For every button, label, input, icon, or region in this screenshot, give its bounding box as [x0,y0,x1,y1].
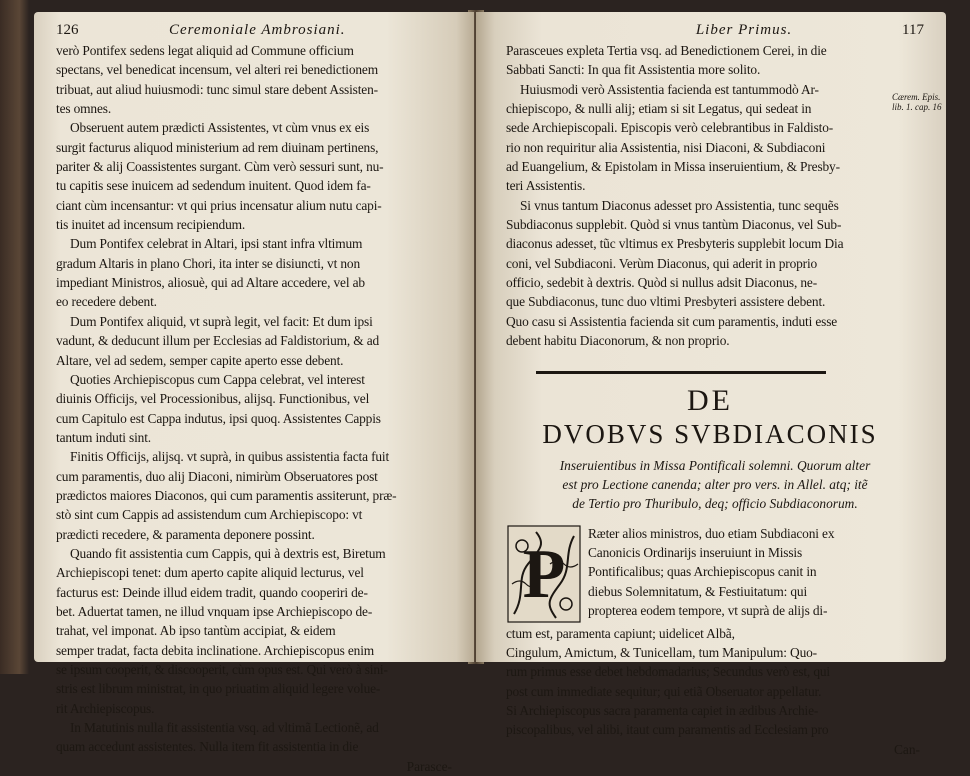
right-page [476,12,946,757]
text-line: diaconus adesset, tũc vltimus ex Presbyteris supplebit locum Dia [506,236,844,252]
text-line: Subdiaconus supplebit. Quòd si vnus tantùm Diaconus, vel Sub- [506,217,842,233]
text-line: Archiepiscopi tenet: dum aperto capite aliquid lecturus, vel [56,565,364,581]
initial-letter: P [522,535,566,613]
left-page-header [56,22,456,39]
text-line: Parasceues expleta Tertia vsq. ad Benedictionem Cerei, in die [506,43,827,58]
text-line: sede Archiepiscopali. Episcopis verò celebrantibus in Faldisto- [506,120,834,136]
left-body-text [56,41,456,757]
text-line: que Subdiaconus, tunc duo vltimi Presbyteri assistere debent. [506,294,826,310]
text-line: tribuat, aut aliud huiusmodi: tunc simul stare debent Assisten- [56,81,378,97]
text-line: Finitis Officijs, alijsq. vt suprà, in quibus assistentia facta fuit [70,449,390,465]
right-catchword: Can- [893,741,920,757]
text-line: post cum immediate sequitur; qui etiã Obseruator appellatur. [506,683,822,699]
text-line: tis inuitet ad incensum recipiendum. [56,217,246,233]
right-body-text [506,41,901,351]
text-line: Altare, vel ad sedem, semper capite aperto esse debent. [56,352,344,368]
text-line: Sabbati Sancti: In qua fit Assistentia more solito. [506,62,761,78]
text-line: facturus est: Deinde illud eidem tradit, quando cooperiri de- [56,584,368,600]
ornamental-initial [506,524,582,624]
text-line: Si vnus tantum Diaconus adesset pro Assistentia, tunc sequẽs [520,197,839,213]
text-line: ad Euangelium, & Epistolam in Missa inseruientium, & Presby- [506,159,840,175]
left-catchword: Parasce- [406,758,452,774]
text-line: rit Archiepiscopus. [56,700,155,716]
left-page [34,12,474,774]
right-folio: 117 [902,22,924,38]
text-line: trahat, vel imponat. Ab ipso tantùm accipiat, & eidem [56,623,336,639]
text-line: Canonicis Ordinarijs inseruiunt in Missis [588,545,803,561]
text-line: Huiusmodi verò Assistentia facienda est tantummodò Ar- [520,81,819,97]
text-line: est pro Lectione canenda; alter pro vers. in Allel. atq; itẽ [562,476,868,492]
text-line: Ræter alios ministros, duo etiam Subdiaconi ex [588,525,835,541]
text-line: Quo casu si Assistentia facienda sit cum paramentis, induti esse [506,313,838,329]
text-line: tantum induti sint. [56,429,151,445]
text-line: rum primus esse debet hebdomadarius; Secundus verò est, qui [506,664,830,680]
text-line: ciant cùm incensantur: vt qui prius incensatur alium nutu capi- [56,197,382,213]
text-line: surgit facturus aliquod ministerium ad rem diuinam pertinens, [56,139,379,155]
text-line: de Tertio pro Thuribulo, deq; officio Subdiaconorum. [572,496,858,512]
text-line: spectans, vel benedicat incensum, vel alteri rei benedictionem [56,62,378,78]
text-line: Si Archiepiscopus sacra paramenta capiet in ædibus Archie- [506,703,819,719]
text-line: tu capitis sese inuicem ad sedendum inuitent. Quod idem fa- [56,178,371,194]
text-line: coni, vel Subdiaconi. Verùm Diaconus, qui aderit in proprio [506,255,818,271]
text-line: diebus Solemnitatum, & Festiuitatum: qui [588,583,808,599]
text-line: vadunt, & deducunt illum per Ecclesias ad Faldistorium, & ad [56,333,380,349]
right-running-title: Liber Primus. [695,22,793,38]
margin-note: Cærem. Epis. lib. 1. cap. 16 [892,92,942,112]
body-text-continued [506,624,924,740]
section-rule [536,371,826,374]
text-line: impediant Ministros, aliosuè, qui ad Altare accedere, vel ab [56,275,365,291]
text-line: piscopalibus, vel alibi, itaut cum paramentis ad Ecclesiam pro [506,722,829,738]
text-line: semper tradat, facta debita inclinatione. Archiepiscopus enim [56,642,375,658]
right-page-header [506,22,924,39]
text-line: verò Pontifex sedens legat aliquid ad Commune officium [56,43,354,58]
text-line: quam accedunt assistentes. Nulla item fit assistentia in die [56,739,359,755]
text-line: Inseruientibus in Missa Pontificali solemni. Quorum alter [559,457,871,473]
text-line: cum paramentis, duo alij Diaconi, nimirùm Obseruatores post [56,468,378,484]
text-line: In Matutinis nulla fit assistentia vsq. ad vltimã Lectionẽ, ad [70,720,379,736]
text-line: officio, sedebit à dextris. Quòd si nullus adsit Diaconus, ne- [506,275,818,291]
text-line: Quando fit assistentia cum Cappis, qui à dextris est, Biretum [70,545,386,561]
text-line: Dum Pontifex aliquid, vt suprà legit, vel facit: Et dum ipsi [70,313,373,329]
left-folio: 126 [56,22,79,38]
drop-cap-paragraph [506,524,924,624]
text-line: Cingulum, Amictum, & Tunicellam, tum Manipulum: Quo- [506,645,817,661]
text-line: Dum Pontifex celebrat in Altari, ipsi stant infra vltimum [70,236,363,252]
text-line: cum Capitulo est Cappa indutus, ipsi quoq. Assistentes Cappis [56,410,381,426]
text-line: rio non requiritur alia Assistentia, nisi Diaconi, & Subdiaconi [506,139,826,155]
text-line: se ipsum cooperit, & discooperit, cùm opus est. Qui verò à sini- [56,662,388,677]
text-line: prædictos maiores Diaconos, qui cum paramentis assiterunt, præ- [56,487,397,503]
text-line: stris est librum ministrat, in quo priuatim aliquid legere volue- [56,681,381,697]
section-heading: DVOBVS SVBDIACONIS [542,418,878,449]
text-line: tes omnes. [56,101,112,117]
text-line: bet. Aduertat tamen, ne illud vnquam ipse Archiepiscopo de- [56,603,373,619]
text-line: prædicti recedere, & paramenta deponere possint. [56,526,315,542]
text-line: pariter & alij Coassistentes surgant. Cùm verò sessuri sunt, nu- [56,159,384,175]
text-line: propterea eodem tempore, vt suprà de alijs di- [588,603,828,619]
text-line: stò sint cum Cappis ad assistendum cum Archiepiscopo: vt [56,507,363,523]
section-heading-de: DE [687,383,733,417]
text-line: chiepiscopo, & nulli alij; etiam si sit Legatus, qui sedeat in [506,101,812,117]
drop-cap-lines [588,524,834,624]
left-running-title: Ceremoniale Ambrosiani. [168,22,346,38]
text-line: eo recedere debent. [56,294,157,310]
text-line: ctum est, paramenta capiunt; uidelicet Albã, [506,625,735,641]
text-line: Quoties Archiepiscopus cum Cappa celebrat, vel interest [70,371,365,387]
text-line: teri Assistentis. [506,178,586,194]
text-line: gradum Altaris in plano Chori, ita inter se disiuncti, vt non [56,255,360,271]
section-subtitle [506,456,924,514]
text-line: Obseruent autem prædicti Assistentes, vt cùm vnus ex eis [70,120,370,136]
text-line: diuinis Officijs, vel Processionibus, alijsq. Functionibus, vel [56,391,370,407]
text-line: Pontificalibus; quas Archiepiscopus canit in [588,564,817,580]
text-line: debent habitu Diaconorum, & non proprio. [506,333,730,349]
